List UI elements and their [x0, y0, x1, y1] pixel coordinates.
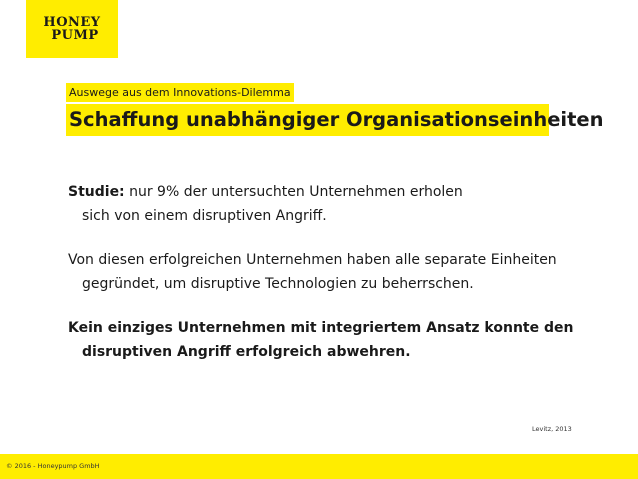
conclusion-paragraph [68, 316, 573, 364]
logo-text-line1: HONEY [43, 15, 101, 30]
successful-line-1: Von diesen erfolgreichen Unternehmen haben alle separate Einheiten [68, 252, 557, 268]
study-label: Studie: [68, 184, 125, 200]
study-line-1 [68, 180, 463, 204]
logo-text-line2: PUMP [51, 28, 99, 43]
source-citation: Levitz, 2013 [532, 425, 572, 433]
successful-companies-paragraph [68, 248, 557, 296]
study-line-1-text: nur 9% der untersuchten Unternehmen erholen [124, 184, 463, 200]
footer-bar [0, 454, 638, 479]
footer-copyright: © 2016 - Honeypump GmbH [6, 462, 100, 470]
conclusion-line-1: Kein einziges Unternehmen mit integriertem Ansatz konnte den [68, 320, 574, 336]
slide-subtitle: Auswege aus dem Innovations-Dilemma [66, 83, 294, 102]
honeypump-logo [26, 0, 118, 58]
conclusion-line-2: disruptiven Angriff erfolgreich abwehren. [82, 344, 411, 360]
study-line-2: sich von einem disruptiven Angriff. [82, 208, 327, 224]
study-paragraph [68, 180, 463, 228]
successful-line-2: gegründet, um disruptive Technologien zu beherrschen. [82, 276, 474, 292]
slide-title: Schaffung unabhängiger Organisationseinheiten [66, 104, 549, 136]
